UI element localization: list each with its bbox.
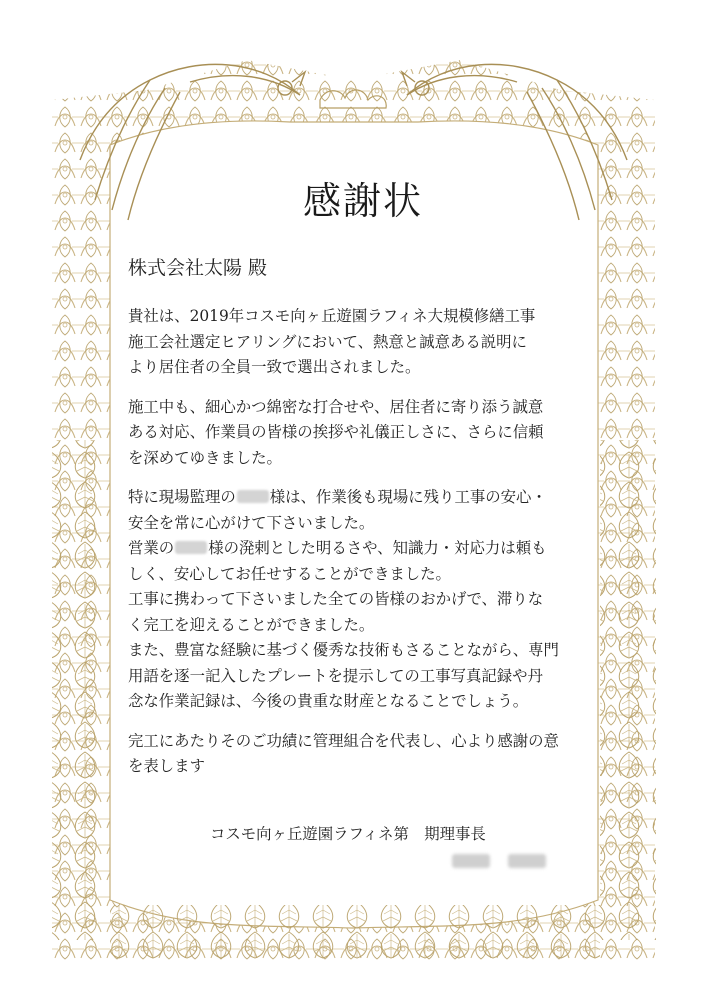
- text-line: 完工にあたりそのご功績に管理組合を代表し、心より感謝の意: [128, 731, 559, 750]
- text-line: 念な作業記録は、今後の貴重な財産となることでしょう。: [128, 692, 529, 710]
- paragraph-2: [128, 395, 598, 472]
- text-line: より居住者の全員一致で選出されました。: [128, 358, 421, 376]
- text-line: 工事に携わって下さいました全ての皆様のおかげで、滞りな: [128, 590, 544, 608]
- redacted-name: [175, 541, 207, 554]
- text-line: を深めてゆきました。: [128, 448, 282, 467]
- text-line: また、豊富な経験に基づく優秀な技術もさることながら、専門: [128, 641, 559, 659]
- paragraph-1: [128, 304, 598, 381]
- text-line: ある対応、作業員の皆様の挨拶や礼儀正しさに、さらに信頼: [128, 423, 544, 441]
- text-line: [128, 536, 598, 562]
- text-line: く完工を迎えることができました。: [128, 615, 375, 634]
- certificate-title: 感謝状: [302, 179, 423, 223]
- certificate-body: [128, 170, 598, 794]
- text-fragment: 様は、作業後も現場に残り工事の安心・: [269, 488, 547, 506]
- text-fragment: 様の溌剌とした明るさや、知識力・対応力は頼も: [208, 539, 547, 557]
- signature-line: コスモ向ヶ丘遊園ラフィネ第 期理事長: [210, 825, 486, 843]
- redacted-name-part: [508, 854, 546, 868]
- text-line: 施工中も、細心かつ綿密な打合せや、居住者に寄り添う誠意: [128, 397, 544, 416]
- recipient-name: 株式会社太陽 殿: [128, 257, 268, 279]
- text-line: 貴社は、2019年コスモ向ヶ丘遊園ラフィネ大規模修繕工事: [128, 307, 536, 325]
- paragraph-3: [128, 485, 598, 715]
- paragraph-4: [128, 729, 598, 780]
- redacted-name: [237, 490, 269, 503]
- text-fragment: 営業の: [128, 539, 175, 557]
- text-line: 用語を逐一記入したプレートを提示しての工事写真記録や丹: [128, 666, 543, 685]
- text-line: [128, 485, 598, 511]
- text-line: しく、安心してお任せすることができました。: [128, 564, 451, 583]
- text-line: を表します: [128, 757, 205, 775]
- text-line: 安全を常に心がけて下さいました。: [128, 513, 375, 532]
- text-fragment: 特に現場監理の: [128, 488, 236, 506]
- redacted-name-part: [452, 854, 490, 868]
- redacted-signer-name: [452, 852, 547, 870]
- text-line: 施工会社選定ヒアリングにおいて、熱意と誠意ある説明に: [128, 332, 527, 351]
